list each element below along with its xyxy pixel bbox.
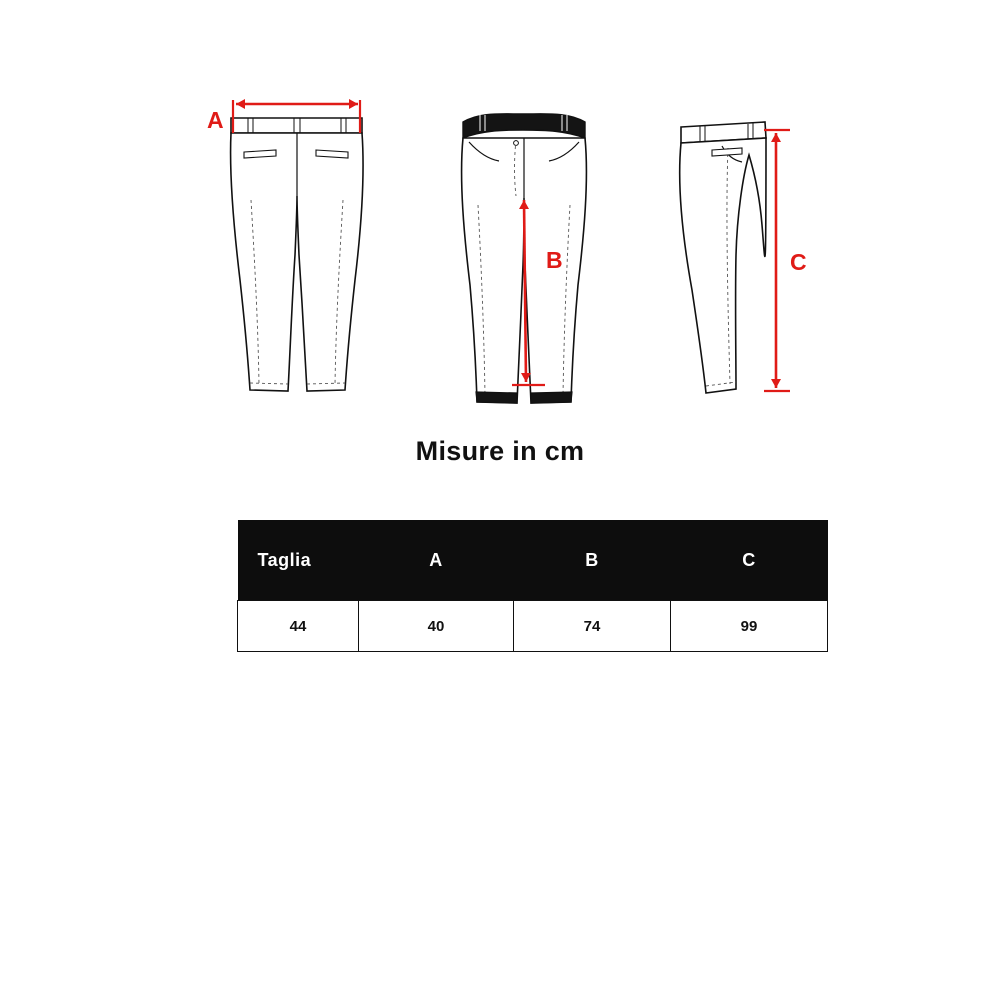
back-view-garment: [231, 118, 363, 391]
table-row: [238, 601, 828, 652]
size-table-head: [238, 520, 828, 601]
measure-line-c: [764, 130, 790, 391]
column-header-c: C: [671, 520, 828, 601]
cell-c: 99: [671, 601, 828, 652]
cell-b: 74: [514, 601, 671, 652]
column-header-b: B: [514, 520, 671, 601]
size-table-body: [238, 601, 828, 652]
size-table-wrapper: [237, 520, 800, 652]
cell-a: 40: [359, 601, 514, 652]
label-c: C: [790, 249, 807, 275]
size-table: [237, 520, 828, 652]
side-view-garment: [680, 122, 766, 393]
trousers-measurement-diagram: [0, 0, 1000, 430]
label-a: A: [207, 107, 224, 133]
page-title: Misure in cm: [415, 436, 585, 466]
column-header-a: A: [359, 520, 514, 601]
cell-taglia: 44: [238, 601, 359, 652]
column-header-taglia: Taglia: [238, 520, 359, 601]
table-header-row: [238, 520, 828, 601]
label-b: B: [546, 247, 563, 273]
